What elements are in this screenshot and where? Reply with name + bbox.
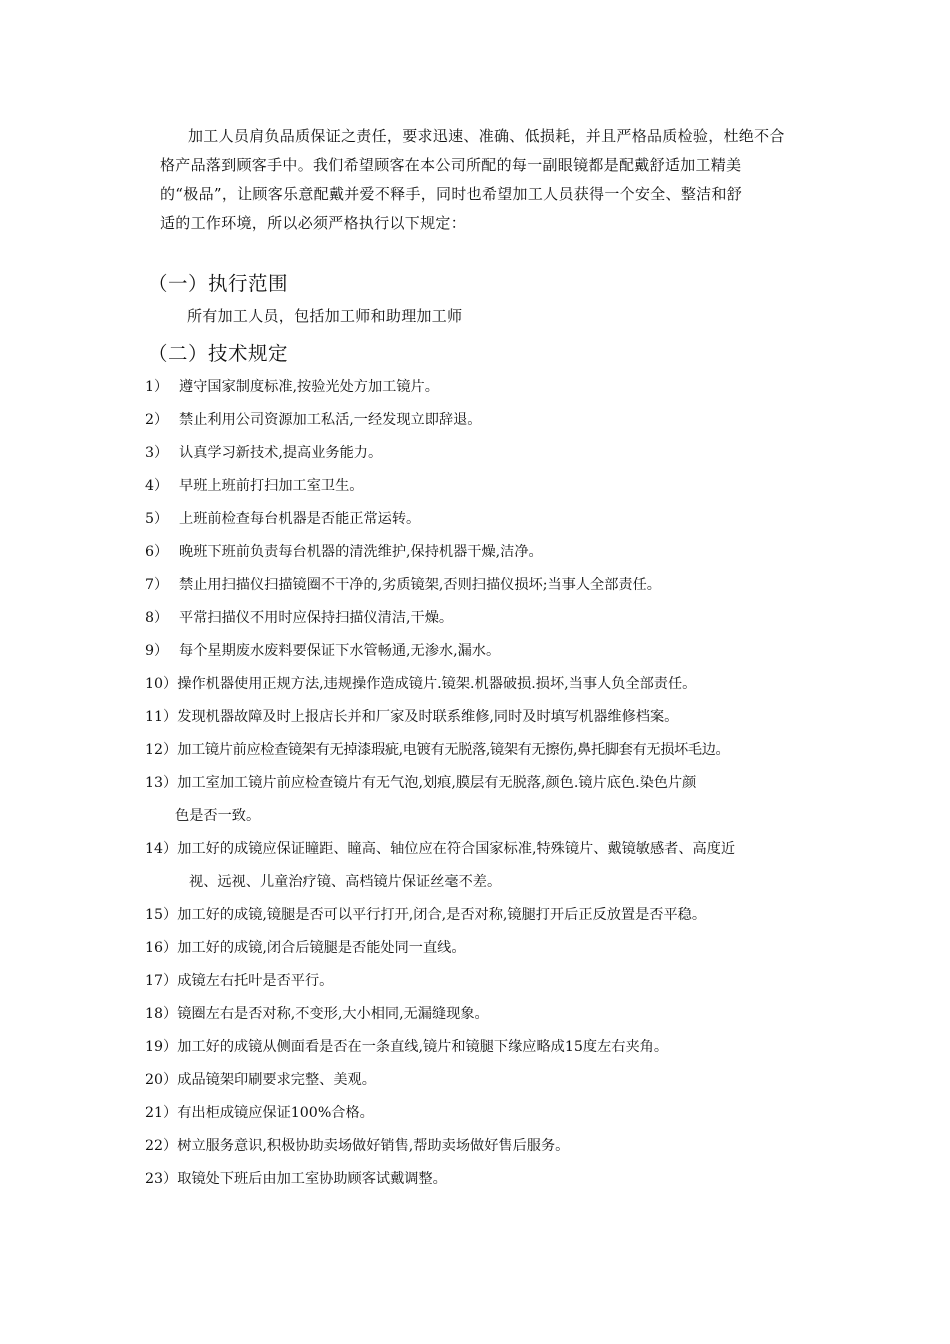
rule-item [145, 574, 855, 607]
rule-item [145, 838, 855, 904]
rule-number: 5） [145, 511, 169, 527]
rule-text: 成品镜架印刷要求完整、美观。 [177, 1072, 376, 1088]
rule-item [145, 640, 855, 673]
scope-text: 所有加工人员，包括加工师和助理加工师 [187, 307, 463, 325]
rule-text-continued: 视、远视、儿童治疗镜、高档镜片保证丝毫不差。 [189, 874, 502, 890]
intro-line: 格产品落到顾客手中。我们希望顾客在本公司所配的每一副眼镜都是配戴舒适加工精美 [160, 156, 742, 174]
rule-number: 9） [145, 643, 169, 659]
rule-text: 认真学习新技术,提高业务能力。 [179, 445, 383, 461]
rule-item [145, 1135, 855, 1168]
rule-item [145, 706, 855, 739]
rule-item [145, 1168, 855, 1201]
rule-text: 晚班下班前负责每台机器的清洗维护,保持机器干燥,洁净。 [179, 544, 543, 560]
rule-text: 取镜处下班后由加工室协助顾客试戴调整。 [177, 1171, 447, 1187]
rule-item [145, 409, 855, 442]
section-heading-technical: （二）技术规定 [148, 342, 289, 365]
rules-list [145, 376, 855, 1201]
rule-number: 19） [145, 1039, 178, 1055]
rule-number: 12） [145, 742, 178, 758]
rule-text: 平常扫描仪不用时应保持扫描仪清洁,干燥。 [179, 610, 454, 626]
rule-text: 有出柜成镜应保证100%合格。 [177, 1105, 374, 1121]
rule-text-continued: 色是否一致。 [175, 808, 261, 824]
rule-number: 1） [145, 379, 169, 395]
rule-number: 13） [145, 775, 178, 791]
rule-item [145, 1036, 855, 1069]
rule-number: 6） [145, 544, 169, 560]
rule-text: 禁止用扫描仪扫描镜圈不干净的,劣质镜架,否则扫描仪损坏;当事人全部责任。 [179, 577, 661, 593]
rule-item [145, 1069, 855, 1102]
intro-line: 适的工作环境，所以必须严格执行以下规定： [160, 214, 467, 232]
rule-text: 加工镜片前应检查镜架有无掉漆瑕疵,电镀有无脱落,镜架有无擦伤,鼻托脚套有无损坏毛边。 [177, 742, 730, 758]
rule-number: 10） [145, 676, 178, 692]
rule-number: 8） [145, 610, 169, 626]
rule-item [145, 1102, 855, 1135]
intro-line: 加工人员肩负品质保证之责任，要求迅速、准确、低损耗，并且严格品质检验，杜绝不合 [188, 127, 785, 145]
rule-item [145, 904, 855, 937]
rule-item [145, 508, 855, 541]
rule-number: 17） [145, 973, 178, 989]
rule-item [145, 607, 855, 640]
rule-text: 加工好的成镜,镜腿是否可以平行打开,闭合,是否对称,镜腿打开后正反放置是否平稳。 [177, 907, 707, 923]
rule-text: 早班上班前打扫加工室卫生。 [179, 478, 364, 494]
rule-text: 树立服务意识,积极协助卖场做好销售,帮助卖场做好售后服务。 [177, 1138, 570, 1154]
intro-paragraph [160, 122, 850, 238]
rule-item [145, 673, 855, 706]
rule-number: 3） [145, 445, 169, 461]
rule-text: 成镜左右托叶是否平行。 [177, 973, 334, 989]
rule-text: 禁止利用公司资源加工私活,一经发现立即辞退。 [179, 412, 482, 428]
section-heading-scope: （一）执行范围 [148, 272, 289, 295]
rule-item [145, 772, 855, 838]
rule-text: 发现机器故障及时上报店长并和厂家及时联系维修,同时及时填写机器维修档案。 [177, 709, 679, 725]
rule-number: 14） [145, 841, 178, 857]
rule-text: 操作机器使用正规方法,违规操作造成镜片.镜架.机器破损.损坏,当事人负全部责任。 [177, 676, 697, 692]
rule-item [145, 970, 855, 1003]
rule-number: 15） [145, 907, 178, 923]
rule-number: 18） [145, 1006, 178, 1022]
rule-text: 加工好的成镜,闭合后镜腿是否能处同一直线。 [177, 940, 466, 956]
rule-number: 7） [145, 577, 169, 593]
rule-text: 加工室加工镜片前应检查镜片有无气泡,划痕,膜层有无脱落,颜色.镜片底色.染色片颜 [177, 775, 697, 791]
rule-text: 上班前检查每台机器是否能正常运转。 [179, 511, 421, 527]
rule-text: 加工好的成镜应保证瞳距、瞳高、轴位应在符合国家标准,特殊镜片、戴镜敏感者、高度近 [177, 841, 736, 857]
rule-item [145, 376, 855, 409]
intro-line: 的“极品”，让顾客乐意配戴并爱不释手，同时也希望加工人员获得一个安全、整洁和舒 [160, 185, 743, 203]
rule-item [145, 1003, 855, 1036]
rule-number: 23） [145, 1171, 178, 1187]
rule-text: 加工好的成镜从侧面看是否在一条直线,镜片和镜腿下缘应略成15度左右夹角。 [177, 1039, 669, 1055]
rule-item [145, 739, 855, 772]
rule-number: 20） [145, 1072, 178, 1088]
rule-item [145, 442, 855, 475]
rule-item [145, 475, 855, 508]
rule-item [145, 541, 855, 574]
rule-number: 16） [145, 940, 178, 956]
rule-number: 21） [145, 1105, 178, 1121]
rule-text: 镜圈左右是否对称,不变形,大小相同,无漏缝现象。 [177, 1006, 489, 1022]
rule-number: 22） [145, 1138, 178, 1154]
rule-number: 2） [145, 412, 169, 428]
rule-number: 4） [145, 478, 169, 494]
rule-text: 遵守国家制度标准,按验光处方加工镜片。 [179, 379, 439, 395]
rule-text: 每个星期废水废料要保证下水管畅通,无渗水,漏水。 [179, 643, 501, 659]
rule-item [145, 937, 855, 970]
rule-number: 11） [145, 709, 178, 725]
